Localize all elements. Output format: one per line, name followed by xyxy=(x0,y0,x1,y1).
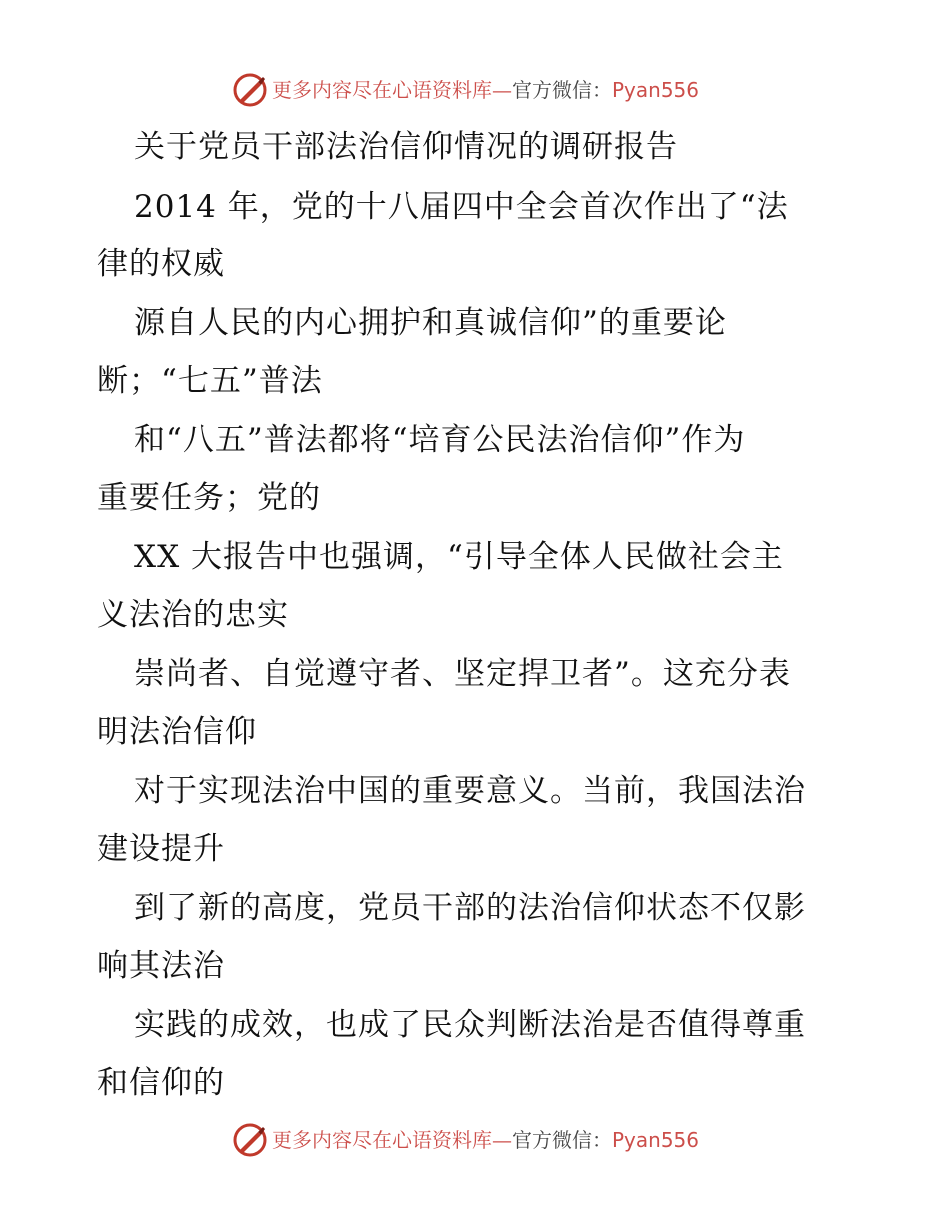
paragraph-line: 断；“七五”普法 xyxy=(97,363,323,399)
paragraph-line: 响其法治 xyxy=(97,948,225,984)
wechat-id: Pyan556 xyxy=(612,1128,700,1152)
wechat-id: Pyan556 xyxy=(612,78,700,102)
paragraph-line: 到了新的高度，党员干部的法治信仰状态不仅影 xyxy=(134,890,806,926)
paragraph-line: 源自人民的内心拥护和真诚信仰”的重要论 xyxy=(134,305,727,341)
paragraph-line: 明法治信仰 xyxy=(97,714,257,750)
watermark-separator: — xyxy=(492,1128,512,1152)
watermark-slogan: 更多内容尽在心语资料库 xyxy=(272,1128,492,1152)
paragraph-line: 崇尚者、自觉遵守者、坚定捍卫者”。这充分表 xyxy=(134,656,791,692)
watermark-separator: — xyxy=(492,78,512,102)
watermark-text xyxy=(272,1127,699,1153)
paragraph-line: 义法治的忠实 xyxy=(97,597,289,633)
paragraph-line: XX 大报告中也强调，“引导全体人民做社会主 xyxy=(134,539,784,575)
watermark-slogan: 更多内容尽在心语资料库 xyxy=(272,78,492,102)
brand-logo-icon xyxy=(232,72,268,108)
paragraph-line: 实践的成效，也成了民众判断法治是否值得尊重 xyxy=(134,1007,806,1043)
paragraph-line: 建设提升 xyxy=(97,831,225,867)
paragraph-line: 对于实现法治中国的重要意义。当前，我国法治 xyxy=(134,773,806,809)
document-title: 关于党员干部法治信仰情况的调研报告 xyxy=(134,129,678,165)
paragraph-line: 和“八五”普法都将“培育公民法治信仰”作为 xyxy=(134,422,746,458)
wechat-label: 官方微信： xyxy=(512,1128,612,1152)
paragraph-line: 律的权威 xyxy=(97,246,225,282)
paragraph-line: 和信仰的 xyxy=(97,1065,225,1101)
paragraph-line: 重要任务；党的 xyxy=(97,480,321,516)
paragraph-line: 2014 年，党的十八届四中全会首次作出了“法 xyxy=(134,189,789,225)
watermark-text xyxy=(272,77,699,103)
watermark-banner-top xyxy=(0,70,950,110)
brand-logo-icon xyxy=(232,1122,268,1158)
watermark-banner-bottom xyxy=(0,1120,950,1160)
wechat-label: 官方微信： xyxy=(512,78,612,102)
